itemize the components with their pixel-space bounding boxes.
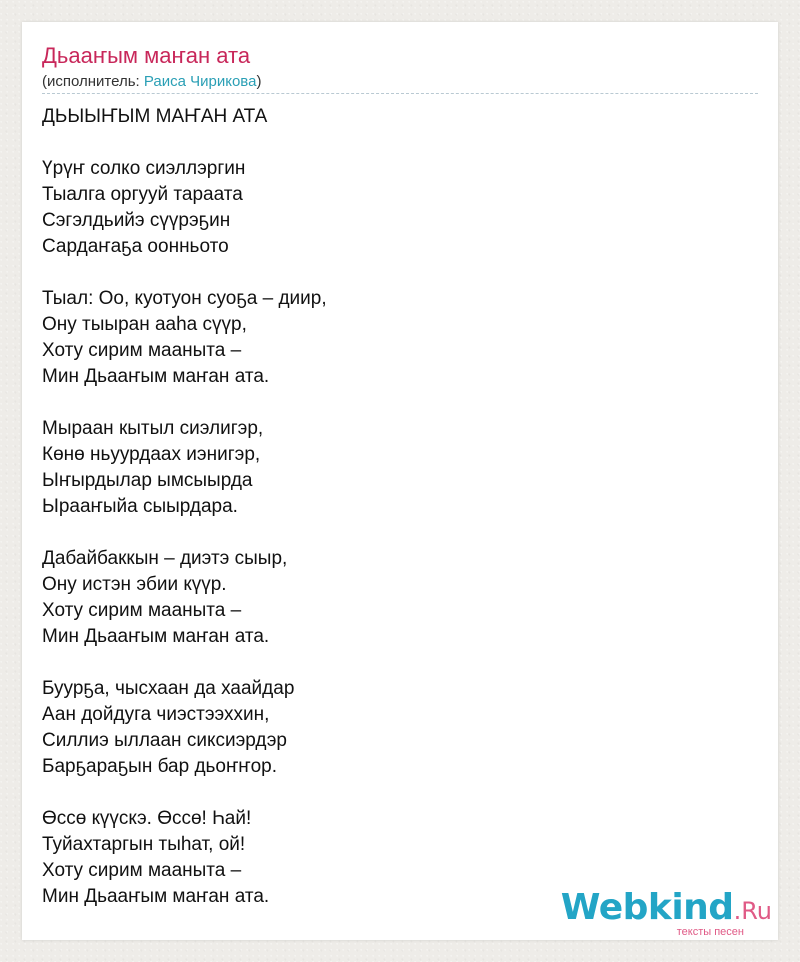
lyric-line: Мин Дьааҥым маҥан ата. <box>42 626 270 647</box>
lyric-line: Ыҥырдылар ымсыырда <box>42 470 253 491</box>
lyric-line: Үрүҥ солко сиэллэргин <box>42 158 246 179</box>
lyrics-heading: ДЬЫЫҤЫМ МАҤАН АТА <box>42 106 268 127</box>
lyric-line: Туйахтаргын тыһат, ой! <box>42 834 246 855</box>
lyrics-card <box>22 22 778 940</box>
lyric-line: Сардаҥаҕа оонньото <box>42 236 229 257</box>
lyrics-body <box>42 104 742 936</box>
lyric-line: Тыалга оргууй тараата <box>42 184 243 205</box>
lyric-line: Ону тыыран ааһа сүүр, <box>42 314 247 335</box>
lyric-line: Тыал: Оо, куотуон суоҕа – диир, <box>42 288 327 309</box>
lyric-line: Дабайбаккын – диэтэ сыыр, <box>42 548 288 569</box>
song-title: Дьааҥым маҥан ата <box>42 43 251 68</box>
lyric-line: Өссө күүскэ. Өссө! Һай! <box>42 808 252 829</box>
lyric-line: Силлиэ ыллаан сиксиэрдэр <box>42 730 287 751</box>
lyric-line: Көнө ньуурдаах иэнигэр, <box>42 444 261 465</box>
lyric-line: Аан дойдуга чиэстээххин, <box>42 704 270 725</box>
performer-close: ) <box>256 73 262 90</box>
lyric-line: Сэгэлдьийэ сүүрэҕин <box>42 210 231 231</box>
lyric-line: Буурҕа, чысхаан да хаайдар <box>42 678 295 699</box>
lyric-line: Хоту сирим мааныта – <box>42 600 242 621</box>
stanza <box>42 156 742 260</box>
stanza <box>42 546 742 650</box>
logo-name: Webkind <box>560 887 734 928</box>
logo-tld: .Ru <box>733 897 772 925</box>
stanza <box>42 286 742 390</box>
performer-label: (исполнитель: <box>42 73 144 90</box>
stanza <box>42 676 742 780</box>
lyric-line: Барҕараҕын бар дьоҥҥор. <box>42 756 278 777</box>
lyric-line: Хоту сирим мааныта – <box>42 340 242 361</box>
lyric-line: Мин Дьааҥым маҥан ата. <box>42 366 270 387</box>
stanza <box>42 416 742 520</box>
lyric-line: Мин Дьааҥым маҥан ата. <box>42 886 270 907</box>
lyric-line: Хоту сирим мааныта – <box>42 860 242 881</box>
dashed-divider <box>42 93 758 94</box>
logo-tagline: тексты песен <box>676 926 744 938</box>
performer-line <box>42 73 261 90</box>
lyric-line: Мыраан кытыл сиэлигэр, <box>42 418 264 439</box>
site-logo[interactable] <box>561 889 772 938</box>
performer-link[interactable]: Раиса Чирикова <box>143 73 257 90</box>
logo-wordmark <box>561 889 772 930</box>
lyric-line: Ыраaҥыйа сыырдара. <box>42 496 238 517</box>
lyric-line: Ону истэн эбии күүр. <box>42 574 227 595</box>
